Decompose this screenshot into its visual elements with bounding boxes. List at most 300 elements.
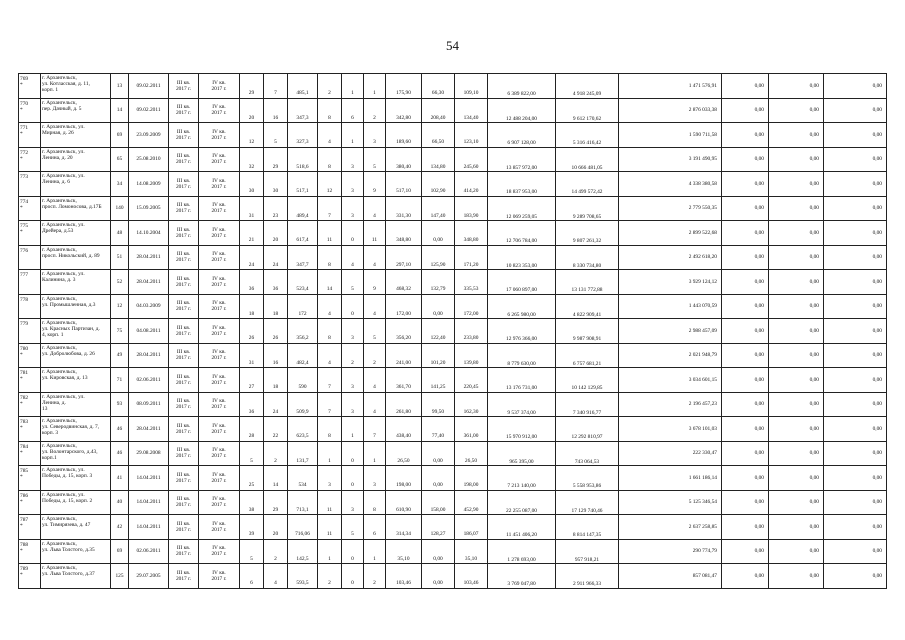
- sum-total: 9 537 374,00: [488, 392, 556, 417]
- address: г. Архангельск, ул. Калинина, д. 3: [41, 270, 111, 295]
- address: г. Архангельск, ул. Ленина, д. 6: [41, 172, 111, 197]
- table-row: [19, 343, 887, 368]
- zero-value: 0,00: [722, 147, 769, 172]
- zero-value: 0,00: [769, 392, 824, 417]
- cell: 7: [264, 74, 288, 99]
- area: 716,06: [288, 515, 318, 540]
- quarter-start: III кв. 2017 г.: [169, 147, 199, 172]
- cell: 24: [240, 245, 264, 270]
- row-number: 769 *: [19, 74, 41, 99]
- quarter-start: III кв. 2017 г.: [169, 490, 199, 515]
- zero-value: 0,00: [824, 319, 887, 344]
- date: 02.06.2011: [129, 368, 169, 393]
- cell: 29: [264, 490, 288, 515]
- table-row: [19, 490, 887, 515]
- date: 02.06.2011: [129, 539, 169, 564]
- sum-remainder: 2 637 258,85: [619, 515, 722, 540]
- cell: 38: [240, 490, 264, 515]
- cell: 26: [240, 319, 264, 344]
- quarter-start: III кв. 2017 г.: [169, 294, 199, 319]
- cell: 12: [240, 123, 264, 148]
- row-number: 781 *: [19, 368, 41, 393]
- cell: 335,53: [455, 270, 488, 295]
- area: 590: [288, 368, 318, 393]
- zero-value: 0,00: [722, 123, 769, 148]
- cell: 0,00: [422, 441, 455, 466]
- sum-total: 6 389 822,00: [488, 74, 556, 99]
- cell: 20: [240, 98, 264, 123]
- sum-part: 743 064,53: [556, 441, 619, 466]
- table-row: [19, 539, 887, 564]
- area: 142,5: [288, 539, 318, 564]
- zero-value: 0,00: [824, 74, 887, 99]
- table-row: [19, 147, 887, 172]
- cell: 26,50: [455, 441, 488, 466]
- quarter-start: III кв. 2017 г.: [169, 270, 199, 295]
- cell: 3: [342, 368, 364, 393]
- zero-value: 0,00: [824, 564, 887, 589]
- cell: 8: [318, 98, 342, 123]
- cell: 18: [240, 294, 264, 319]
- cell: 610,90: [386, 490, 422, 515]
- zero-value: 0,00: [769, 74, 824, 99]
- row-number: 787 *: [19, 515, 41, 540]
- quarter-start: III кв. 2017 г.: [169, 515, 199, 540]
- sum-part: 10 142 129,85: [556, 368, 619, 393]
- area: 523,4: [288, 270, 318, 295]
- quarter-end: IV кв. 2017 г.: [199, 98, 240, 123]
- cell: 39: [240, 515, 264, 540]
- quarter-start: III кв. 2017 г.: [169, 245, 199, 270]
- date: 29.07.2005: [129, 564, 169, 589]
- address: г. Архангельск, ул. Кировская, д. 13: [41, 368, 111, 393]
- cell: 2: [318, 74, 342, 99]
- table-row: [19, 392, 887, 417]
- table-row: [19, 172, 887, 197]
- row-number: 775 *: [19, 221, 41, 246]
- housing-table: [18, 73, 887, 589]
- sum-total: 10 823 353,00: [488, 245, 556, 270]
- cell: 348,80: [455, 221, 488, 246]
- row-number: 780 *: [19, 343, 41, 368]
- sum-remainder: 4 338 380,58: [619, 172, 722, 197]
- sum-total: 965 395,00: [488, 441, 556, 466]
- row-number: 777: [19, 270, 41, 295]
- cell: 139,80: [455, 343, 488, 368]
- cell: 14: [111, 98, 129, 123]
- address: г. Архангельск, пер. Дачный, д. 5: [41, 98, 111, 123]
- sum-remainder: 2 779 550,35: [619, 196, 722, 221]
- cell: 245,60: [455, 147, 488, 172]
- sum-total: 12 069 259,05: [488, 196, 556, 221]
- cell: 162,30: [455, 392, 488, 417]
- cell: 11: [318, 221, 342, 246]
- cell: 18: [264, 368, 288, 393]
- table-row: [19, 221, 887, 246]
- cell: 71: [111, 368, 129, 393]
- address: г. Архангельск, ул. Мирная, д. 26: [41, 123, 111, 148]
- cell: 11: [318, 490, 342, 515]
- table-row: [19, 74, 887, 99]
- cell: 125: [111, 564, 129, 589]
- cell: 48: [111, 221, 129, 246]
- sum-total: 8 779 630,00: [488, 343, 556, 368]
- address: г. Архангельск, ул. Ленина, д. 20: [41, 147, 111, 172]
- cell: 5: [264, 123, 288, 148]
- cell: 175,90: [386, 74, 422, 99]
- table-row: [19, 98, 887, 123]
- cell: 1: [342, 74, 364, 99]
- zero-value: 0,00: [824, 294, 887, 319]
- cell: 5: [342, 515, 364, 540]
- cell: 123,10: [455, 123, 488, 148]
- date: 04.08.2011: [129, 319, 169, 344]
- cell: 0: [342, 466, 364, 491]
- sum-remainder: 2 021 948,79: [619, 343, 722, 368]
- zero-value: 0,00: [824, 196, 887, 221]
- zero-value: 0,00: [769, 221, 824, 246]
- row-number: 771 *: [19, 123, 41, 148]
- cell: 0: [342, 221, 364, 246]
- cell: 41: [111, 466, 129, 491]
- cell: 2: [264, 539, 288, 564]
- zero-value: 0,00: [769, 539, 824, 564]
- zero-value: 0,00: [769, 368, 824, 393]
- cell: 99,50: [422, 392, 455, 417]
- cell: 3: [342, 490, 364, 515]
- quarter-start: III кв. 2017 г.: [169, 196, 199, 221]
- cell: 0,00: [422, 564, 455, 589]
- quarter-end: IV кв. 2017 г.: [199, 270, 240, 295]
- cell: 342,80: [386, 98, 422, 123]
- cell: 24: [264, 392, 288, 417]
- cell: 7: [318, 368, 342, 393]
- sum-total: 13 857 972,00: [488, 147, 556, 172]
- area: 623,5: [288, 417, 318, 442]
- cell: 49: [111, 343, 129, 368]
- table-row: [19, 441, 887, 466]
- cell: 36: [240, 392, 264, 417]
- zero-value: 0,00: [824, 539, 887, 564]
- date: 14.10.2004: [129, 221, 169, 246]
- cell: 36: [240, 270, 264, 295]
- table-row: [19, 294, 887, 319]
- date: 28.04.2011: [129, 245, 169, 270]
- address: г. Архангельск, ул. Волонтарского, д.43, корп.1: [41, 441, 111, 466]
- sum-part: 9 289 708,65: [556, 196, 619, 221]
- cell: 35,10: [386, 539, 422, 564]
- cell: 468,32: [386, 270, 422, 295]
- cell: 208,40: [422, 98, 455, 123]
- sum-remainder: 1 590 711,58: [619, 123, 722, 148]
- address: г. Архангельск, ул. Промышленная, д.3: [41, 294, 111, 319]
- cell: 12: [318, 172, 342, 197]
- cell: 2: [342, 343, 364, 368]
- cell: 51: [111, 245, 129, 270]
- cell: 0,00: [422, 221, 455, 246]
- cell: 147,40: [422, 196, 455, 221]
- date: 14.04.2011: [129, 466, 169, 491]
- cell: 11: [318, 515, 342, 540]
- cell: 122,40: [422, 319, 455, 344]
- cell: 26,50: [386, 441, 422, 466]
- cell: 36: [264, 270, 288, 295]
- cell: 1: [364, 441, 386, 466]
- cell: 4: [364, 245, 386, 270]
- cell: 3: [364, 466, 386, 491]
- address: г. Архангельск, ул. Ленина, д. 13: [41, 392, 111, 417]
- sum-total: 15 970 912,00: [488, 417, 556, 442]
- sum-remainder: 222 330,47: [619, 441, 722, 466]
- date: 08.09.2011: [129, 392, 169, 417]
- cell: 5: [240, 539, 264, 564]
- zero-value: 0,00: [769, 417, 824, 442]
- quarter-end: IV кв. 2017 г.: [199, 196, 240, 221]
- table-row: [19, 466, 887, 491]
- area: 509,9: [288, 392, 318, 417]
- sum-part: 7 340 916,77: [556, 392, 619, 417]
- area: 489,4: [288, 196, 318, 221]
- sum-part: 5 558 953,86: [556, 466, 619, 491]
- quarter-end: IV кв. 2017 г.: [199, 221, 240, 246]
- cell: 3: [342, 319, 364, 344]
- sum-total: 6 907 128,00: [488, 123, 556, 148]
- cell: 29: [240, 74, 264, 99]
- cell: 65: [111, 147, 129, 172]
- zero-value: 0,00: [769, 123, 824, 148]
- zero-value: 0,00: [722, 196, 769, 221]
- zero-value: 0,00: [769, 245, 824, 270]
- cell: 35,10: [455, 539, 488, 564]
- sum-total: 6 265 980,00: [488, 294, 556, 319]
- cell: 414,20: [455, 172, 488, 197]
- cell: 4: [318, 294, 342, 319]
- date: 25.08.2010: [129, 147, 169, 172]
- sum-part: 13 131 772,88: [556, 270, 619, 295]
- cell: 125,90: [422, 245, 455, 270]
- cell: 4: [364, 196, 386, 221]
- cell: 21: [240, 221, 264, 246]
- cell: 7: [318, 392, 342, 417]
- zero-value: 0,00: [824, 147, 887, 172]
- cell: 198,00: [455, 466, 488, 491]
- sum-part: 957 918,21: [556, 539, 619, 564]
- zero-value: 0,00: [824, 343, 887, 368]
- sum-remainder: 2 876 033,38: [619, 98, 722, 123]
- cell: 14: [318, 270, 342, 295]
- sum-remainder: 5 125 346,54: [619, 490, 722, 515]
- cell: 66,50: [422, 123, 455, 148]
- cell: 241,00: [386, 343, 422, 368]
- cell: 361,00: [455, 417, 488, 442]
- cell: 0: [342, 294, 364, 319]
- cell: 6: [342, 98, 364, 123]
- table-row: [19, 319, 887, 344]
- cell: 93: [111, 392, 129, 417]
- sum-remainder: 3 678 101,03: [619, 417, 722, 442]
- zero-value: 0,00: [769, 564, 824, 589]
- cell: 1: [318, 441, 342, 466]
- sum-part: 14 499 572,42: [556, 172, 619, 197]
- date: 14.08.2009: [129, 172, 169, 197]
- zero-value: 0,00: [769, 98, 824, 123]
- cell: 5: [364, 147, 386, 172]
- cell: 2: [264, 441, 288, 466]
- quarter-start: III кв. 2017 г.: [169, 221, 199, 246]
- cell: 189,60: [386, 123, 422, 148]
- zero-value: 0,00: [722, 319, 769, 344]
- zero-value: 0,00: [722, 98, 769, 123]
- cell: 128,27: [422, 515, 455, 540]
- date: 14.04.2011: [129, 515, 169, 540]
- zero-value: 0,00: [769, 490, 824, 515]
- quarter-end: IV кв. 2017 г.: [199, 147, 240, 172]
- cell: 28: [240, 417, 264, 442]
- address: г. Архангельск, ул. Добролюбова, д. 26: [41, 343, 111, 368]
- row-number: 785 *: [19, 466, 41, 491]
- zero-value: 0,00: [824, 515, 887, 540]
- cell: 46: [111, 417, 129, 442]
- quarter-end: IV кв. 2017 г.: [199, 417, 240, 442]
- sum-total: 1 278 693,00: [488, 539, 556, 564]
- quarter-end: IV кв. 2017 г.: [199, 123, 240, 148]
- zero-value: 0,00: [722, 294, 769, 319]
- zero-value: 0,00: [769, 319, 824, 344]
- sum-remainder: 290 774,79: [619, 539, 722, 564]
- zero-value: 0,00: [769, 172, 824, 197]
- zero-value: 0,00: [722, 417, 769, 442]
- sum-total: 12 706 784,00: [488, 221, 556, 246]
- sum-part: 5 316 416,42: [556, 123, 619, 148]
- cell: 52: [111, 270, 129, 295]
- cell: 172,00: [386, 294, 422, 319]
- cell: 6: [364, 515, 386, 540]
- quarter-start: III кв. 2017 г.: [169, 466, 199, 491]
- cell: 132,79: [422, 270, 455, 295]
- cell: 69: [111, 123, 129, 148]
- quarter-start: III кв. 2017 г.: [169, 74, 199, 99]
- date: 28.04.2011: [129, 270, 169, 295]
- sum-remainder: 2 492 618,20: [619, 245, 722, 270]
- sum-remainder: 2 899 522,68: [619, 221, 722, 246]
- cell: 7: [364, 417, 386, 442]
- quarter-start: III кв. 2017 г.: [169, 564, 199, 589]
- cell: 42: [111, 515, 129, 540]
- cell: 3: [364, 123, 386, 148]
- quarter-start: III кв. 2017 г.: [169, 343, 199, 368]
- cell: 14: [264, 466, 288, 491]
- date: 29.08.2008: [129, 441, 169, 466]
- cell: 9: [364, 172, 386, 197]
- sum-total: 17 060 897,00: [488, 270, 556, 295]
- zero-value: 0,00: [824, 490, 887, 515]
- quarter-end: IV кв. 2017 г.: [199, 441, 240, 466]
- cell: 4: [364, 368, 386, 393]
- cell: 171,20: [455, 245, 488, 270]
- quarter-start: III кв. 2017 г.: [169, 441, 199, 466]
- address: г. Архангельск, просп. Никольский, д. 89: [41, 245, 111, 270]
- zero-value: 0,00: [769, 466, 824, 491]
- zero-value: 0,00: [722, 368, 769, 393]
- area: 485,1: [288, 74, 318, 99]
- date: 28.04.2011: [129, 343, 169, 368]
- address: г. Архангельск, просп. Ломоносова, д.17Б: [41, 196, 111, 221]
- quarter-start: III кв. 2017 г.: [169, 123, 199, 148]
- area: 617,4: [288, 221, 318, 246]
- cell: 140: [111, 196, 129, 221]
- sum-part: 10 666 481,05: [556, 147, 619, 172]
- cell: 29: [264, 147, 288, 172]
- sum-remainder: 3 191 490,95: [619, 147, 722, 172]
- cell: 31: [240, 196, 264, 221]
- cell: 4: [318, 343, 342, 368]
- address: г. Архангельск, ул. Льва Толстого, д.37: [41, 564, 111, 589]
- cell: 69: [111, 539, 129, 564]
- zero-value: 0,00: [769, 343, 824, 368]
- cell: 183,90: [455, 196, 488, 221]
- zero-value: 0,00: [722, 564, 769, 589]
- cell: 3: [342, 392, 364, 417]
- cell: 4: [264, 564, 288, 589]
- cell: 3: [342, 147, 364, 172]
- row-number: 788 *: [19, 539, 41, 564]
- sum-total: 7 213 140,00: [488, 466, 556, 491]
- date: 14.04.2011: [129, 490, 169, 515]
- row-number: 778: [19, 294, 41, 319]
- sum-total: 11 451 406,20: [488, 515, 556, 540]
- cell: 233,80: [455, 319, 488, 344]
- zero-value: 0,00: [722, 441, 769, 466]
- table-row: [19, 368, 887, 393]
- table-row: [19, 417, 887, 442]
- cell: 3: [318, 466, 342, 491]
- cell: 18: [264, 294, 288, 319]
- date: 15.09.2005: [129, 196, 169, 221]
- area: 593,5: [288, 564, 318, 589]
- cell: 0,00: [422, 294, 455, 319]
- zero-value: 0,00: [769, 147, 824, 172]
- sum-total: 3 769 047,80: [488, 564, 556, 589]
- sum-remainder: 3 034 601,15: [619, 368, 722, 393]
- cell: 102,90: [422, 172, 455, 197]
- table-row: [19, 245, 887, 270]
- zero-value: 0,00: [824, 466, 887, 491]
- sum-total: 12 488 204,00: [488, 98, 556, 123]
- cell: 7: [318, 196, 342, 221]
- sum-remainder: 857 081,47: [619, 564, 722, 589]
- cell: 356,20: [386, 319, 422, 344]
- quarter-end: IV кв. 2017 г.: [199, 392, 240, 417]
- cell: 0,00: [422, 466, 455, 491]
- zero-value: 0,00: [722, 539, 769, 564]
- cell: 66,30: [422, 74, 455, 99]
- zero-value: 0,00: [722, 392, 769, 417]
- quarter-end: IV кв. 2017 г.: [199, 490, 240, 515]
- zero-value: 0,00: [824, 245, 887, 270]
- table-row: [19, 123, 887, 148]
- quarter-start: III кв. 2017 г.: [169, 98, 199, 123]
- cell: 297,10: [386, 245, 422, 270]
- cell: 4: [342, 245, 364, 270]
- row-number: 782 *: [19, 392, 41, 417]
- cell: 11: [364, 221, 386, 246]
- area: 327,3: [288, 123, 318, 148]
- quarter-end: IV кв. 2017 г.: [199, 74, 240, 99]
- cell: 0: [342, 564, 364, 589]
- address: г. Архангельск, ул. Дрейера, д.53: [41, 221, 111, 246]
- area: 131,7: [288, 441, 318, 466]
- cell: 32: [240, 147, 264, 172]
